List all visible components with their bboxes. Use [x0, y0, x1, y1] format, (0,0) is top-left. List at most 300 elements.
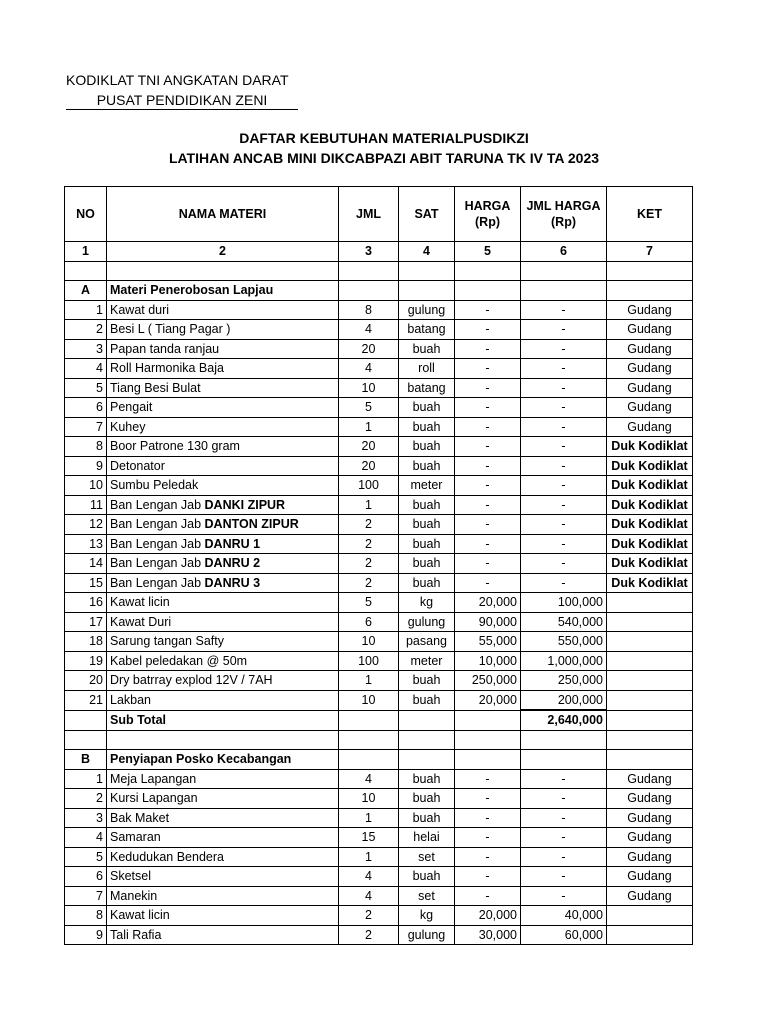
item-name: [107, 437, 339, 457]
item-harga: -: [455, 339, 521, 359]
item-ket: Gudang: [607, 789, 693, 809]
empty-cell: [607, 750, 693, 770]
item-harga: -: [455, 476, 521, 496]
item-harga: -: [455, 398, 521, 418]
blank-row: [65, 730, 693, 750]
col-header-jml-harga: JML HARGA (Rp): [521, 187, 607, 242]
item-jml-harga: -: [521, 769, 607, 789]
item-harga: 55,000: [455, 632, 521, 652]
item-name-text: Tali Rafia: [110, 927, 162, 942]
item-jml-harga: -: [521, 886, 607, 906]
item-harga: -: [455, 828, 521, 848]
col-header-no: NO: [65, 187, 107, 242]
item-sat: buah: [399, 671, 455, 691]
item-sat: buah: [399, 495, 455, 515]
subtotal-label: Sub Total: [107, 710, 339, 730]
item-name-text: Sarung tangan Safty: [110, 634, 224, 649]
item-name-text: Pengait: [110, 400, 153, 415]
item-jml-harga: 250,000: [521, 671, 607, 691]
table-body: [65, 261, 693, 945]
item-name-text: Manekin: [110, 888, 158, 903]
item-name-text: Kuhey: [110, 419, 146, 434]
item-jml-harga: -: [521, 476, 607, 496]
item-name: [107, 359, 339, 379]
item-jml-harga: 60,000: [521, 925, 607, 945]
item-jml-harga: -: [521, 534, 607, 554]
item-name-text: Papan tanda ranjau: [110, 341, 220, 356]
item-name: [107, 808, 339, 828]
item-name-text: Ban Lengan Jab: [110, 575, 205, 590]
item-jml-harga: 550,000: [521, 632, 607, 652]
item-jml: 4: [339, 320, 399, 340]
table-row: [65, 320, 693, 340]
item-name-bold: DANKI ZIPUR: [204, 497, 286, 512]
item-jml-harga: -: [521, 320, 607, 340]
item-ket: Gudang: [607, 378, 693, 398]
subtotal-value: 2,640,000: [521, 710, 607, 730]
item-no: 7: [65, 886, 107, 906]
item-sat: roll: [399, 359, 455, 379]
item-name-text: Roll Harmonika Baja: [110, 361, 224, 376]
item-name: [107, 398, 339, 418]
col-number: 6: [521, 242, 607, 262]
table-row: [65, 789, 693, 809]
item-jml-harga: -: [521, 339, 607, 359]
item-ket: Duk Kodiklat: [607, 573, 693, 593]
item-name: [107, 495, 339, 515]
item-jml-harga: -: [521, 573, 607, 593]
item-jml: 2: [339, 554, 399, 574]
empty-cell: [339, 730, 399, 750]
table-row: [65, 398, 693, 418]
section-code: A: [65, 281, 107, 301]
empty-cell: [339, 750, 399, 770]
item-name: [107, 456, 339, 476]
item-name: [107, 925, 339, 945]
item-no: 16: [65, 593, 107, 613]
item-sat: buah: [399, 437, 455, 457]
section-title: Penyiapan Posko Kecabangan: [107, 750, 339, 770]
item-name: [107, 867, 339, 887]
item-sat: buah: [399, 867, 455, 887]
item-ket: Duk Kodiklat: [607, 476, 693, 496]
item-name-text: Tiang Besi Bulat: [110, 380, 201, 395]
table-row: [65, 339, 693, 359]
item-sat: buah: [399, 417, 455, 437]
item-sat: batang: [399, 378, 455, 398]
item-sat: kg: [399, 906, 455, 926]
item-no: 5: [65, 378, 107, 398]
empty-cell: [399, 281, 455, 301]
item-name-text: Meja Lapangan: [110, 771, 197, 786]
item-name: [107, 789, 339, 809]
empty-cell: [521, 750, 607, 770]
item-no: 1: [65, 769, 107, 789]
empty-cell: [521, 730, 607, 750]
section-header-row: [65, 281, 693, 301]
item-harga: -: [455, 573, 521, 593]
item-no: 15: [65, 573, 107, 593]
section-header-row: [65, 750, 693, 770]
item-name: [107, 906, 339, 926]
item-name: [107, 573, 339, 593]
item-sat: buah: [399, 534, 455, 554]
item-sat: gulung: [399, 300, 455, 320]
item-name: [107, 769, 339, 789]
item-name-text: Ban Lengan Jab: [110, 536, 205, 551]
item-ket: Gudang: [607, 867, 693, 887]
item-no: 4: [65, 828, 107, 848]
item-name: [107, 612, 339, 632]
item-ket: Duk Kodiklat: [607, 495, 693, 515]
item-jml-harga: 1,000,000: [521, 651, 607, 671]
item-jml-harga: -: [521, 867, 607, 887]
item-name-bold: DANRU 2: [204, 556, 261, 571]
item-no: 10: [65, 476, 107, 496]
table-row: [65, 359, 693, 379]
item-harga: -: [455, 808, 521, 828]
item-jml: 15: [339, 828, 399, 848]
table-row: [65, 456, 693, 476]
item-jml-harga: 40,000: [521, 906, 607, 926]
table-row: [65, 632, 693, 652]
empty-cell: [607, 261, 693, 281]
item-sat: set: [399, 847, 455, 867]
item-jml-harga: -: [521, 554, 607, 574]
empty-cell: [399, 261, 455, 281]
empty-cell: [65, 710, 107, 730]
item-harga: -: [455, 378, 521, 398]
empty-cell: [455, 730, 521, 750]
empty-cell: [455, 281, 521, 301]
item-jml: 20: [339, 456, 399, 476]
item-jml-harga: -: [521, 515, 607, 535]
item-no: 7: [65, 417, 107, 437]
empty-cell: [455, 750, 521, 770]
item-jml: 1: [339, 808, 399, 828]
table-row: [65, 593, 693, 613]
item-jml-harga: 200,000: [521, 690, 607, 710]
item-name: [107, 651, 339, 671]
item-no: 6: [65, 867, 107, 887]
item-name-text: Kursi Lapangan: [110, 791, 198, 806]
empty-cell: [399, 750, 455, 770]
item-sat: kg: [399, 593, 455, 613]
item-ket: Gudang: [607, 828, 693, 848]
item-jml: 10: [339, 378, 399, 398]
document-subtitle: LATIHAN ANCAB MINI DIKCABPAZI ABIT TARUNA TK IV TA 2023: [168, 150, 600, 166]
item-jml-harga: -: [521, 456, 607, 476]
table-row: [65, 534, 693, 554]
item-sat: buah: [399, 398, 455, 418]
table-row: [65, 417, 693, 437]
item-name-text: Samaran: [110, 830, 161, 845]
col-header-jml: JML: [339, 187, 399, 242]
item-name-text: Boor Patrone 130 gram: [110, 439, 240, 454]
item-jml: 20: [339, 437, 399, 457]
item-ket: Duk Kodiklat: [607, 437, 693, 457]
table-row: [65, 651, 693, 671]
item-no: 17: [65, 612, 107, 632]
item-name-bold: DANRU 1: [204, 536, 261, 551]
item-ket: [607, 925, 693, 945]
item-no: 5: [65, 847, 107, 867]
item-harga: 20,000: [455, 690, 521, 710]
item-jml-harga: 540,000: [521, 612, 607, 632]
item-name: [107, 690, 339, 710]
section-title: Materi Penerobosan Lapjau: [107, 281, 339, 301]
org-line-2: PUSAT PENDIDIKAN ZENI: [66, 92, 298, 110]
item-ket: Gudang: [607, 769, 693, 789]
item-sat: pasang: [399, 632, 455, 652]
item-no: 9: [65, 925, 107, 945]
item-name-text: Ban Lengan Jab: [110, 497, 205, 512]
item-jml: 8: [339, 300, 399, 320]
item-jml: 2: [339, 534, 399, 554]
col-header-nama-materi: NAMA MATERI: [107, 187, 339, 242]
item-jml: 100: [339, 651, 399, 671]
item-sat: batang: [399, 320, 455, 340]
item-ket: Gudang: [607, 417, 693, 437]
item-name-text: Lakban: [110, 693, 152, 707]
item-harga: -: [455, 886, 521, 906]
item-no: 19: [65, 651, 107, 671]
item-name: [107, 515, 339, 535]
empty-cell: [399, 710, 455, 730]
table-row: [65, 495, 693, 515]
item-name: [107, 554, 339, 574]
item-sat: buah: [399, 515, 455, 535]
item-ket: [607, 690, 693, 710]
item-name: [107, 417, 339, 437]
item-jml: 10: [339, 632, 399, 652]
item-no: 3: [65, 808, 107, 828]
empty-cell: [65, 261, 107, 281]
item-no: 2: [65, 789, 107, 809]
item-jml: 4: [339, 359, 399, 379]
item-jml-harga: -: [521, 808, 607, 828]
col-number: 3: [339, 242, 399, 262]
item-name: [107, 671, 339, 691]
item-harga: -: [455, 437, 521, 457]
item-harga: -: [455, 515, 521, 535]
table-row: [65, 808, 693, 828]
item-jml: 2: [339, 515, 399, 535]
item-name: [107, 378, 339, 398]
empty-cell: [107, 730, 339, 750]
subtotal-row: [65, 710, 693, 730]
item-jml-harga: -: [521, 417, 607, 437]
item-harga: -: [455, 320, 521, 340]
empty-cell: [455, 710, 521, 730]
item-jml-harga: -: [521, 378, 607, 398]
item-harga: -: [455, 847, 521, 867]
empty-cell: [521, 281, 607, 301]
item-jml-harga: -: [521, 495, 607, 515]
item-harga: 90,000: [455, 612, 521, 632]
item-sat: set: [399, 886, 455, 906]
item-no: 12: [65, 515, 107, 535]
item-no: 11: [65, 495, 107, 515]
item-sat: buah: [399, 554, 455, 574]
column-number-row: [65, 242, 693, 262]
item-name: [107, 339, 339, 359]
item-harga: -: [455, 456, 521, 476]
item-no: 9: [65, 456, 107, 476]
item-no: 8: [65, 437, 107, 457]
item-no: 8: [65, 906, 107, 926]
item-ket: [607, 906, 693, 926]
item-jml-harga: 100,000: [521, 593, 607, 613]
item-ket: [607, 612, 693, 632]
item-name: [107, 632, 339, 652]
item-jml: 4: [339, 886, 399, 906]
item-jml: 2: [339, 906, 399, 926]
item-harga: 250,000: [455, 671, 521, 691]
item-jml: 1: [339, 671, 399, 691]
item-jml: 100: [339, 476, 399, 496]
item-name-text: Kawat Duri: [110, 614, 172, 629]
item-jml: 2: [339, 573, 399, 593]
section-code: B: [65, 750, 107, 770]
item-name-text: Kawat duri: [110, 302, 170, 317]
item-harga: 20,000: [455, 906, 521, 926]
item-jml-harga: -: [521, 789, 607, 809]
item-name-text: Kedudukan Bendera: [110, 849, 224, 864]
item-name-text: Detonator: [110, 458, 165, 473]
item-ket: Gudang: [607, 847, 693, 867]
item-no: 1: [65, 300, 107, 320]
col-number: 4: [399, 242, 455, 262]
item-sat: buah: [399, 573, 455, 593]
item-sat: buah: [399, 690, 455, 710]
empty-cell: [607, 710, 693, 730]
item-jml: 10: [339, 690, 399, 710]
item-ket: [607, 632, 693, 652]
item-jml-harga: -: [521, 437, 607, 457]
item-jml: 1: [339, 847, 399, 867]
item-harga: -: [455, 359, 521, 379]
table-row: [65, 690, 693, 710]
item-sat: buah: [399, 339, 455, 359]
item-jml: 2: [339, 925, 399, 945]
col-number: 5: [455, 242, 521, 262]
col-header-ket: KET: [607, 187, 693, 242]
item-jml: 6: [339, 612, 399, 632]
item-harga: 10,000: [455, 651, 521, 671]
table-row: [65, 828, 693, 848]
item-jml: 1: [339, 495, 399, 515]
table-row: [65, 886, 693, 906]
item-harga: -: [455, 300, 521, 320]
table-row: [65, 573, 693, 593]
item-no: 4: [65, 359, 107, 379]
empty-cell: [339, 710, 399, 730]
item-jml: 4: [339, 769, 399, 789]
item-ket: Duk Kodiklat: [607, 554, 693, 574]
empty-cell: [339, 261, 399, 281]
table-row: [65, 437, 693, 457]
item-name-text: Sumbu Peledak: [110, 478, 199, 493]
item-ket: [607, 671, 693, 691]
item-jml-harga: -: [521, 847, 607, 867]
item-sat: buah: [399, 456, 455, 476]
empty-cell: [607, 730, 693, 750]
item-harga: -: [455, 789, 521, 809]
item-name: [107, 828, 339, 848]
item-name-text: Kabel peledakan @ 50m: [110, 653, 248, 668]
empty-cell: [399, 730, 455, 750]
item-harga: 20,000: [455, 593, 521, 613]
item-no: 20: [65, 671, 107, 691]
item-name-text: Ban Lengan Jab: [110, 556, 205, 571]
item-sat: meter: [399, 476, 455, 496]
org-line-1: KODIKLAT TNI ANGKATAN DARAT: [66, 72, 289, 88]
item-name-text: Sketsel: [110, 869, 151, 884]
item-name: [107, 534, 339, 554]
item-jml-harga: -: [521, 300, 607, 320]
item-no: 6: [65, 398, 107, 418]
item-sat: buah: [399, 808, 455, 828]
table-row: [65, 769, 693, 789]
item-name-text: Kawat licin: [110, 908, 170, 923]
item-sat: gulung: [399, 925, 455, 945]
item-harga: -: [455, 867, 521, 887]
item-name-text: Dry batrray explod 12V / 7AH: [110, 673, 273, 688]
table-row: [65, 515, 693, 535]
table-row: [65, 612, 693, 632]
empty-cell: [339, 281, 399, 301]
col-number: 2: [107, 242, 339, 262]
item-ket: Gudang: [607, 320, 693, 340]
item-harga: -: [455, 495, 521, 515]
item-name-text: Ban Lengan Jab: [110, 517, 205, 532]
table-row: [65, 671, 693, 691]
item-name: [107, 476, 339, 496]
item-name: [107, 847, 339, 867]
item-jml-harga: -: [521, 359, 607, 379]
item-name-bold: DANTON ZIPUR: [204, 517, 299, 532]
table-row: [65, 476, 693, 496]
item-harga: 30,000: [455, 925, 521, 945]
empty-cell: [607, 281, 693, 301]
item-name: [107, 320, 339, 340]
item-name-text: Kawat licin: [110, 595, 170, 610]
table-row: [65, 378, 693, 398]
item-ket: Duk Kodiklat: [607, 534, 693, 554]
item-name-text: Besi L ( Tiang Pagar ): [110, 322, 231, 337]
item-sat: buah: [399, 769, 455, 789]
item-sat: meter: [399, 651, 455, 671]
item-ket: Gudang: [607, 886, 693, 906]
item-harga: -: [455, 554, 521, 574]
empty-cell: [107, 261, 339, 281]
item-jml: 4: [339, 867, 399, 887]
table-row: [65, 300, 693, 320]
col-header-sat: SAT: [399, 187, 455, 242]
item-sat: gulung: [399, 612, 455, 632]
item-jml: 20: [339, 339, 399, 359]
item-ket: Gudang: [607, 808, 693, 828]
item-harga: -: [455, 534, 521, 554]
item-name: [107, 300, 339, 320]
document-title: DAFTAR KEBUTUHAN MATERIALPUSDIKZI: [239, 130, 529, 146]
item-no: 21: [65, 690, 107, 710]
item-no: 3: [65, 339, 107, 359]
item-jml: 5: [339, 593, 399, 613]
item-jml: 1: [339, 417, 399, 437]
empty-cell: [65, 730, 107, 750]
